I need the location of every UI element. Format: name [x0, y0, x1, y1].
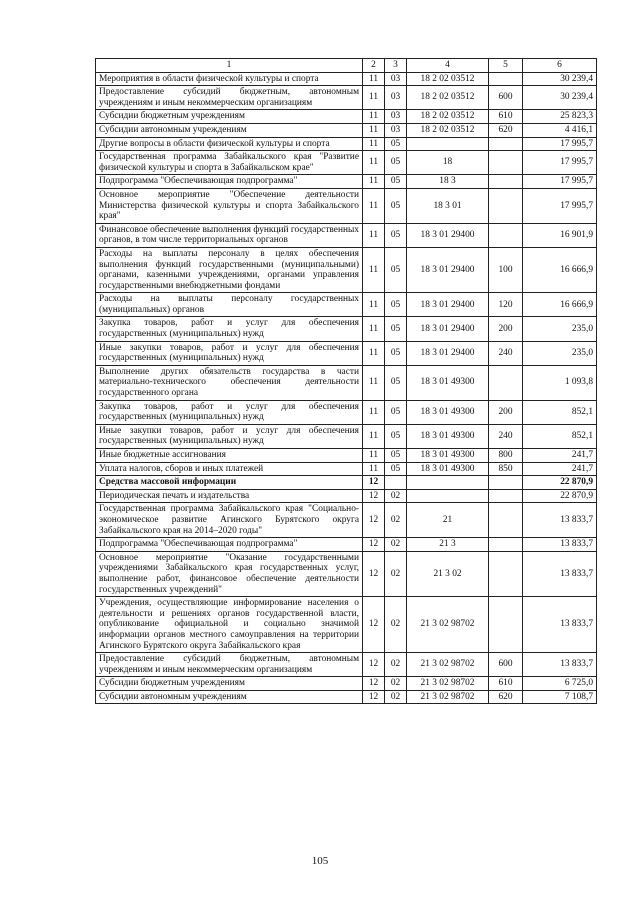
subsection-code-cell: 05 — [385, 223, 407, 247]
amount-cell: 235,0 — [523, 317, 597, 341]
expense-type-code-cell: 800 — [489, 449, 523, 463]
target-article-code-cell: 21 3 02 98702 — [407, 653, 489, 677]
section-code-cell: 11 — [363, 72, 385, 86]
target-article-code-cell: 18 3 01 49300 — [407, 424, 489, 448]
expense-name-cell: Иные бюджетные ассигнования — [96, 449, 363, 463]
amount-cell: 16 666,9 — [523, 247, 597, 292]
section-code-cell: 11 — [363, 449, 385, 463]
expense-type-code-cell: 620 — [489, 690, 523, 704]
table-row — [96, 293, 597, 317]
expense-type-code-cell: 240 — [489, 424, 523, 448]
expense-name-cell: Субсидии автономным учреждениям — [96, 123, 363, 137]
target-article-code-cell: 21 3 02 98702 — [407, 677, 489, 691]
amount-cell: 1 093,8 — [523, 365, 597, 400]
target-article-code-cell — [407, 476, 489, 490]
expense-type-code-cell: 200 — [489, 400, 523, 424]
subsection-code-cell: 05 — [385, 151, 407, 175]
target-article-code-cell: 21 — [407, 503, 489, 538]
expense-type-code-cell — [489, 72, 523, 86]
expense-type-code-cell: 600 — [489, 653, 523, 677]
subsection-code-cell: 05 — [385, 400, 407, 424]
target-article-code-cell: 18 3 01 49300 — [407, 365, 489, 400]
section-code-cell: 11 — [363, 110, 385, 124]
table-row — [96, 188, 597, 223]
table-row — [96, 123, 597, 137]
expense-type-code-cell: 240 — [489, 341, 523, 365]
target-article-code-cell: 21 3 02 98702 — [407, 597, 489, 653]
table-row — [96, 677, 597, 691]
header-col-2: 2 — [363, 59, 385, 73]
expense-name-cell: Иные закупки товаров, работ и услуг для обеспечения государственных (муниципальных) нужд — [96, 424, 363, 448]
expense-type-code-cell: 620 — [489, 123, 523, 137]
section-code-cell: 11 — [363, 424, 385, 448]
target-article-code-cell: 18 2 02 03512 — [407, 110, 489, 124]
header-col-4: 4 — [407, 59, 489, 73]
expense-type-code-cell — [489, 551, 523, 596]
expense-name-cell: Подпрограмма "Обеспечивающая подпрограмма" — [96, 538, 363, 552]
amount-cell: 22 870,9 — [523, 476, 597, 490]
header-col-3: 3 — [385, 59, 407, 73]
amount-cell: 30 239,4 — [523, 72, 597, 86]
section-code-cell: 12 — [363, 476, 385, 490]
expense-name-cell: Государственная программа Забайкальского края "Социально-экономическое развитие Агинского Бурятского округа Забайкальского края на 2014–2020 годы" — [96, 503, 363, 538]
expense-type-code-cell: 610 — [489, 677, 523, 691]
table-row — [96, 462, 597, 476]
expense-name-cell: Основное мероприятие "Обеспечение деятельности Министерства физической культуры и спорта Забайкальского края" — [96, 188, 363, 223]
expense-name-cell: Средства массовой информации — [96, 476, 363, 490]
expense-name-cell: Расходы на выплаты персоналу в целях обеспечения выполнения функций государственными (муниципальными) органами, казенными учреждениями, органами управления государственными внебюджетными фондами — [96, 247, 363, 292]
table-row — [96, 137, 597, 151]
table-row — [96, 365, 597, 400]
table-row — [96, 597, 597, 653]
section-code-cell: 11 — [363, 247, 385, 292]
budget-table — [95, 58, 597, 704]
subsection-code-cell: 05 — [385, 462, 407, 476]
table-row — [96, 341, 597, 365]
expense-name-cell: Субсидии автономным учреждениям — [96, 690, 363, 704]
section-code-cell: 11 — [363, 317, 385, 341]
table-row — [96, 653, 597, 677]
expense-name-cell: Другие вопросы в области физической культуры и спорта — [96, 137, 363, 151]
expense-type-code-cell: 850 — [489, 462, 523, 476]
amount-cell: 13 833,7 — [523, 503, 597, 538]
subsection-code-cell: 02 — [385, 551, 407, 596]
subsection-code-cell: 05 — [385, 175, 407, 189]
amount-cell: 25 823,3 — [523, 110, 597, 124]
expense-name-cell: Предоставление субсидий бюджетным, автономным учреждениям и иным некоммерческим организациям — [96, 86, 363, 110]
expense-name-cell: Государственная программа Забайкальского края "Развитие физической культуры и спорта в Забайкальском крае" — [96, 151, 363, 175]
expense-name-cell: Субсидии бюджетным учреждениям — [96, 110, 363, 124]
table-row — [96, 538, 597, 552]
subsection-code-cell: 05 — [385, 424, 407, 448]
target-article-code-cell — [407, 137, 489, 151]
expense-name-cell: Финансовое обеспечение выполнения функций государственных органов, в том числе территориальных органов — [96, 223, 363, 247]
section-code-cell: 12 — [363, 551, 385, 596]
subsection-code-cell: 05 — [385, 365, 407, 400]
expense-name-cell: Иные закупки товаров, работ и услуг для обеспечения государственных (муниципальных) нужд — [96, 341, 363, 365]
expense-type-code-cell — [489, 476, 523, 490]
subsection-code-cell: 03 — [385, 110, 407, 124]
amount-cell: 16 666,9 — [523, 293, 597, 317]
target-article-code-cell: 21 3 02 — [407, 551, 489, 596]
amount-cell: 22 870,9 — [523, 489, 597, 503]
amount-cell: 7 108,7 — [523, 690, 597, 704]
expense-name-cell: Уплата налогов, сборов и иных платежей — [96, 462, 363, 476]
subsection-code-cell: 02 — [385, 538, 407, 552]
amount-cell: 4 416,1 — [523, 123, 597, 137]
target-article-code-cell: 18 3 01 29400 — [407, 247, 489, 292]
table-row — [96, 503, 597, 538]
section-code-cell: 11 — [363, 86, 385, 110]
target-article-code-cell: 18 3 01 — [407, 188, 489, 223]
subsection-code-cell: 02 — [385, 489, 407, 503]
table-row — [96, 489, 597, 503]
amount-cell: 17 995,7 — [523, 188, 597, 223]
expense-name-cell: Закупка товаров, работ и услуг для обеспечения государственных (муниципальных) нужд — [96, 317, 363, 341]
subsection-code-cell: 05 — [385, 247, 407, 292]
target-article-code-cell: 18 — [407, 151, 489, 175]
amount-cell: 16 901,9 — [523, 223, 597, 247]
target-article-code-cell: 21 3 02 98702 — [407, 690, 489, 704]
header-row — [96, 59, 597, 73]
expense-name-cell: Учреждения, осуществляющие информирование населения о деятельности и решениях органов государственной власти, опубликование официальной и социально значимой информации органов местного самоуправления на территории Агинского Бурятского округа Забайкальского края — [96, 597, 363, 653]
target-article-code-cell: 18 3 01 29400 — [407, 317, 489, 341]
expense-type-code-cell — [489, 538, 523, 552]
section-code-cell: 12 — [363, 690, 385, 704]
subsection-code-cell — [385, 476, 407, 490]
amount-cell: 6 725,0 — [523, 677, 597, 691]
target-article-code-cell: 18 3 — [407, 175, 489, 189]
subsection-code-cell: 05 — [385, 137, 407, 151]
subsection-code-cell: 05 — [385, 449, 407, 463]
amount-cell: 241,7 — [523, 449, 597, 463]
target-article-code-cell — [407, 489, 489, 503]
section-code-cell: 11 — [363, 137, 385, 151]
table-row — [96, 424, 597, 448]
subsection-code-cell: 02 — [385, 690, 407, 704]
target-article-code-cell: 18 3 01 49300 — [407, 449, 489, 463]
section-code-cell: 11 — [363, 175, 385, 189]
subsection-code-cell: 05 — [385, 293, 407, 317]
expense-type-code-cell — [489, 365, 523, 400]
expense-type-code-cell: 120 — [489, 293, 523, 317]
section-code-cell: 12 — [363, 503, 385, 538]
expense-type-code-cell — [489, 151, 523, 175]
table-row — [96, 110, 597, 124]
expense-name-cell: Расходы на выплаты персоналу государственных (муниципальных) органов — [96, 293, 363, 317]
expense-name-cell: Закупка товаров, работ и услуг для обеспечения государственных (муниципальных) нужд — [96, 400, 363, 424]
section-code-cell: 11 — [363, 223, 385, 247]
amount-cell: 13 833,7 — [523, 653, 597, 677]
amount-cell: 17 995,7 — [523, 151, 597, 175]
table-row — [96, 247, 597, 292]
header-col-1: 1 — [96, 59, 363, 73]
section-code-cell: 12 — [363, 538, 385, 552]
section-code-cell: 11 — [363, 188, 385, 223]
expense-type-code-cell: 200 — [489, 317, 523, 341]
expense-type-code-cell: 100 — [489, 247, 523, 292]
subsection-code-cell: 02 — [385, 677, 407, 691]
table-row — [96, 551, 597, 596]
subsection-code-cell: 02 — [385, 503, 407, 538]
amount-cell: 235,0 — [523, 341, 597, 365]
table-row — [96, 690, 597, 704]
table-body — [96, 72, 597, 704]
table-row — [96, 476, 597, 490]
expense-type-code-cell: 610 — [489, 110, 523, 124]
amount-cell: 17 995,7 — [523, 175, 597, 189]
expense-type-code-cell — [489, 489, 523, 503]
expense-type-code-cell — [489, 175, 523, 189]
expense-type-code-cell — [489, 137, 523, 151]
target-article-code-cell: 18 3 01 29400 — [407, 341, 489, 365]
table-row — [96, 400, 597, 424]
header-col-5: 5 — [489, 59, 523, 73]
section-code-cell: 12 — [363, 489, 385, 503]
subsection-code-cell: 03 — [385, 86, 407, 110]
amount-cell: 241,7 — [523, 462, 597, 476]
expense-type-code-cell — [489, 503, 523, 538]
amount-cell: 13 833,7 — [523, 538, 597, 552]
amount-cell: 30 239,4 — [523, 86, 597, 110]
target-article-code-cell: 18 3 01 49300 — [407, 400, 489, 424]
amount-cell: 13 833,7 — [523, 597, 597, 653]
target-article-code-cell: 18 3 01 29400 — [407, 223, 489, 247]
expense-type-code-cell — [489, 597, 523, 653]
amount-cell: 13 833,7 — [523, 551, 597, 596]
table-row — [96, 86, 597, 110]
expense-name-cell: Периодическая печать и издательства — [96, 489, 363, 503]
table-row — [96, 223, 597, 247]
table-row — [96, 175, 597, 189]
subsection-code-cell: 03 — [385, 72, 407, 86]
expense-name-cell: Предоставление субсидий бюджетным, автономным учреждениям и иным некоммерческим организациям — [96, 653, 363, 677]
subsection-code-cell: 05 — [385, 341, 407, 365]
section-code-cell: 12 — [363, 597, 385, 653]
table-row — [96, 151, 597, 175]
page-number: 105 — [311, 855, 329, 867]
subsection-code-cell: 02 — [385, 653, 407, 677]
expense-name-cell: Выполнение других обязательств государства в части материально-технического обеспечения деятельности государственного органа — [96, 365, 363, 400]
amount-cell: 17 995,7 — [523, 137, 597, 151]
section-code-cell: 11 — [363, 341, 385, 365]
section-code-cell: 11 — [363, 400, 385, 424]
target-article-code-cell: 18 2 02 03512 — [407, 72, 489, 86]
target-article-code-cell: 18 2 02 03512 — [407, 123, 489, 137]
expense-name-cell: Мероприятия в области физической культуры и спорта — [96, 72, 363, 86]
section-code-cell: 11 — [363, 123, 385, 137]
table-row — [96, 449, 597, 463]
target-article-code-cell: 18 2 02 03512 — [407, 86, 489, 110]
target-article-code-cell: 21 3 — [407, 538, 489, 552]
target-article-code-cell: 18 3 01 49300 — [407, 462, 489, 476]
section-code-cell: 11 — [363, 365, 385, 400]
amount-cell: 852,1 — [523, 400, 597, 424]
section-code-cell: 11 — [363, 293, 385, 317]
subsection-code-cell: 03 — [385, 123, 407, 137]
expense-name-cell: Основное мероприятие "Оказание государственными учреждениями Забайкальского края государственных услуг, выполнение работ, финансовое обеспечение деятельности государственных учреждений" — [96, 551, 363, 596]
expense-type-code-cell — [489, 223, 523, 247]
section-code-cell: 12 — [363, 653, 385, 677]
section-code-cell: 12 — [363, 677, 385, 691]
header-col-6: 6 — [523, 59, 597, 73]
section-code-cell: 11 — [363, 151, 385, 175]
table-row — [96, 72, 597, 86]
section-code-cell: 11 — [363, 462, 385, 476]
amount-cell: 852,1 — [523, 424, 597, 448]
subsection-code-cell: 05 — [385, 188, 407, 223]
subsection-code-cell: 05 — [385, 317, 407, 341]
expense-type-code-cell — [489, 188, 523, 223]
subsection-code-cell: 02 — [385, 597, 407, 653]
expense-type-code-cell: 600 — [489, 86, 523, 110]
target-article-code-cell: 18 3 01 29400 — [407, 293, 489, 317]
table-row — [96, 317, 597, 341]
expense-name-cell: Субсидии бюджетным учреждениям — [96, 677, 363, 691]
expense-name-cell: Подпрограмма "Обеспечивающая подпрограмма" — [96, 175, 363, 189]
